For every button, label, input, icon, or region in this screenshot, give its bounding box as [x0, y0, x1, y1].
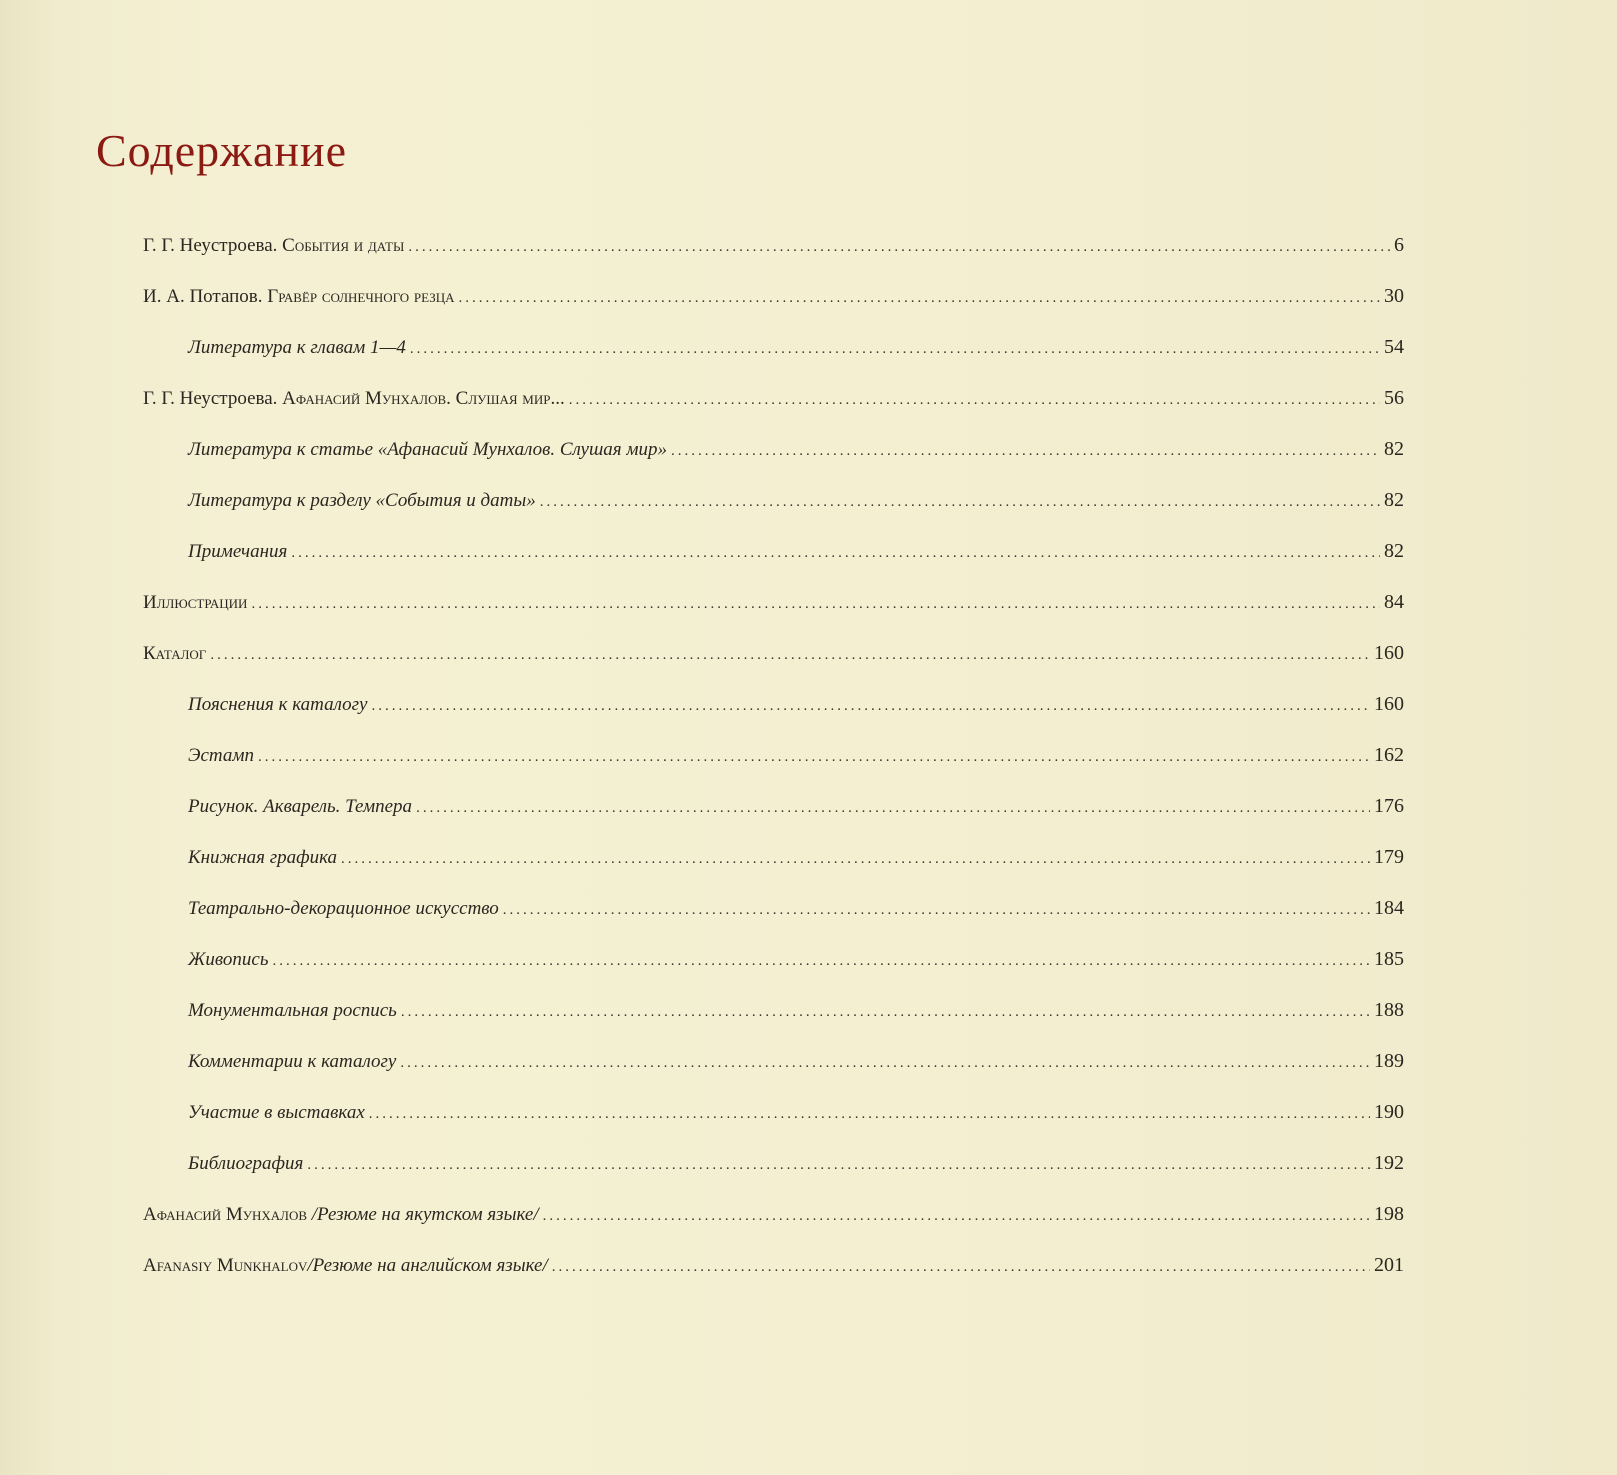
toc-dot-leader [400, 1047, 1370, 1079]
toc-page-number: 198 [1374, 1203, 1404, 1225]
toc-dot-leader [272, 945, 1370, 977]
toc-entry-title: Литература к статье «Афанасий Мунхалов. Слушая мир» [188, 439, 668, 460]
toc-entry[interactable] [188, 535, 1404, 567]
toc-entry[interactable] [188, 1045, 1404, 1077]
toc-dot-leader [401, 996, 1370, 1028]
toc-dot-leader [543, 1200, 1370, 1232]
toc-page-number: 84 [1384, 591, 1404, 613]
toc-entry[interactable] [188, 433, 1404, 465]
toc-entry-title: События и даты [282, 235, 405, 256]
toc-page-number: 160 [1374, 693, 1404, 715]
toc-entry-title: Гравёр солнечного резца [267, 286, 455, 307]
toc-page-number: 176 [1374, 795, 1404, 817]
toc-entry-title: Участие в выставках [188, 1102, 365, 1123]
toc-dot-leader [341, 843, 1370, 875]
toc-entry-title: Живопись [188, 949, 269, 970]
toc-page-number: 54 [1384, 336, 1404, 358]
toc-entry[interactable] [188, 1147, 1404, 1179]
toc-entry-author: Г. Г. Неустроева. [143, 235, 278, 256]
toc-entry-title: Литература к разделу «События и даты» [188, 490, 536, 511]
toc-entry-title: Монументальная роспись [188, 1000, 397, 1021]
toc-entry-title: Книжная графика [188, 847, 338, 868]
toc-page-number: 162 [1374, 744, 1404, 766]
toc-entry-label [143, 281, 455, 313]
toc-entry[interactable] [188, 892, 1404, 924]
toc-entry[interactable] [143, 280, 1404, 312]
toc-entry[interactable] [188, 331, 1404, 363]
toc-dot-leader [569, 384, 1380, 416]
toc-entry[interactable] [188, 994, 1404, 1026]
toc-entry-subtitle: /Резюме на якутском языке/ [311, 1204, 539, 1225]
toc-entry-subtitle: /Резюме на английском языке/ [307, 1255, 548, 1276]
toc-entry[interactable] [188, 943, 1404, 975]
toc-entry[interactable] [143, 586, 1404, 618]
toc-entry-label [143, 1250, 548, 1282]
toc-entry[interactable] [188, 484, 1404, 516]
toc-dot-leader [291, 537, 1380, 569]
toc-page-number: 30 [1384, 285, 1404, 307]
toc-entry-title: Театрально-декорационное искусство [188, 898, 499, 919]
toc-dot-leader [210, 639, 1370, 671]
toc-entry[interactable] [188, 790, 1404, 822]
toc-dot-leader [503, 894, 1370, 926]
toc-entry-author: Г. Г. Неустроева. [143, 388, 278, 409]
toc-entry[interactable] [188, 688, 1404, 720]
toc-dot-leader [540, 486, 1380, 518]
toc-page-number: 82 [1384, 438, 1404, 460]
toc-dot-leader [258, 741, 1370, 773]
toc-entry[interactable] [188, 841, 1404, 873]
toc-page-number: 189 [1374, 1050, 1404, 1072]
toc-page-number: 56 [1384, 387, 1404, 409]
toc-entry-label [143, 230, 404, 262]
toc-page-number: 201 [1374, 1254, 1404, 1276]
toc-page-number: 190 [1374, 1101, 1404, 1123]
toc-entry[interactable] [188, 739, 1404, 771]
toc-entry-title: Литература к главам 1—4 [188, 337, 406, 358]
toc-entry-author: И. А. Потапов. [143, 286, 263, 307]
toc-entry-title: Афанасий Мунхалов [143, 1204, 308, 1225]
toc-entry[interactable] [143, 229, 1404, 261]
toc-page-number: 6 [1394, 234, 1404, 256]
toc-entry-title: Комментарии к каталогу [188, 1051, 397, 1072]
toc-entry-title: Рисунок. Акварель. Темпера [188, 796, 413, 817]
toc-entry-title: Иллюстрации [143, 592, 248, 613]
toc-entry-title: Библиография [188, 1153, 304, 1174]
toc-entry-title: Каталог [143, 643, 207, 664]
toc-entry[interactable] [143, 1249, 1404, 1281]
toc-dot-leader [410, 333, 1380, 365]
toc-entry-title: Примечания [188, 541, 288, 562]
toc-page-number: 82 [1384, 489, 1404, 511]
toc-entry[interactable] [143, 382, 1404, 414]
toc-page-number: 192 [1374, 1152, 1404, 1174]
toc-dot-leader [371, 690, 1370, 722]
toc-entry-label [143, 383, 565, 415]
toc-dot-leader [408, 231, 1390, 263]
toc-entry-title: Пояснения к каталогу [188, 694, 368, 715]
toc-dot-leader [459, 282, 1380, 314]
toc-dot-leader [307, 1149, 1370, 1181]
toc-dot-leader [416, 792, 1370, 824]
toc-entry-title: Афанасий Мунхалов. Слушая мир... [282, 388, 565, 409]
toc-dot-leader [369, 1098, 1370, 1130]
toc-page-number: 82 [1384, 540, 1404, 562]
page-title: Содержание [96, 125, 348, 176]
toc-dot-leader [671, 435, 1380, 467]
toc-page-number: 185 [1374, 948, 1404, 970]
toc-entry-title: Afanasiy Munkhalov [143, 1255, 308, 1276]
toc-entry-label [143, 1199, 539, 1231]
toc-entry-title: Эстамп [188, 745, 254, 766]
toc-page-number: 179 [1374, 846, 1404, 868]
toc-dot-leader [251, 588, 1380, 620]
toc-entry[interactable] [143, 1198, 1404, 1230]
toc-entry[interactable] [143, 637, 1404, 669]
toc-page-number: 160 [1374, 642, 1404, 664]
toc-page-number: 184 [1374, 897, 1404, 919]
toc-dot-leader [552, 1251, 1370, 1283]
toc-entry[interactable] [188, 1096, 1404, 1128]
toc-page-number: 188 [1374, 999, 1404, 1021]
